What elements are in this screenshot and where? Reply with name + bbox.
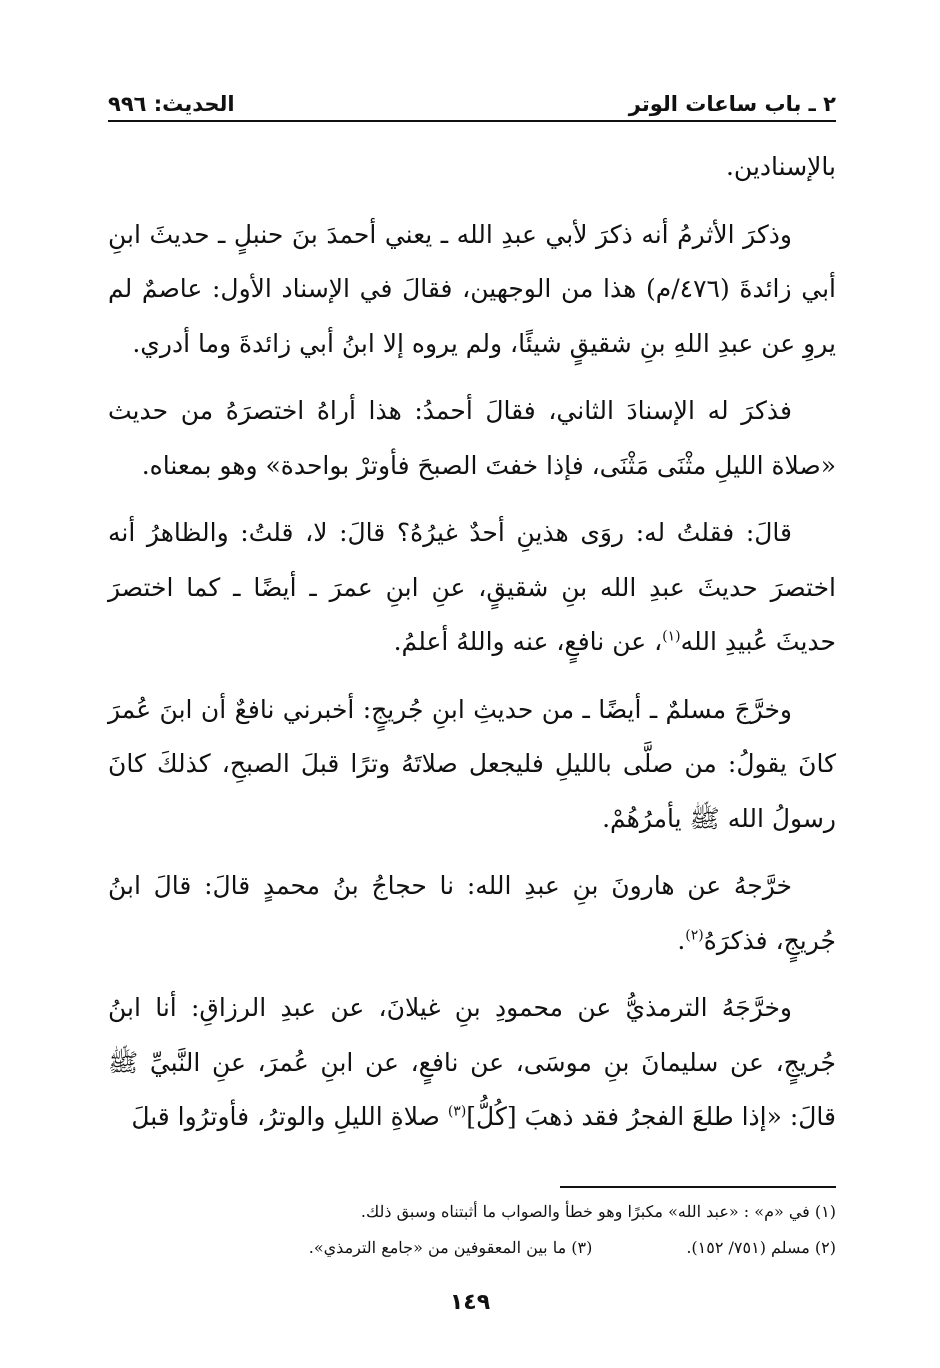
footnote-row-2 [108,1230,836,1266]
footnote-1: (١) في «م» : «عبد الله» مكبرًا وهو خطأ والصواب ما أثبتناه وسبق ذلك. [360,1202,836,1221]
paragraph-4 [108,506,836,670]
footnote-ref-2: (٢) [685,927,704,944]
paragraph-1-text: بالإسنادين. [725,152,836,181]
footnote-2: (٢) مسلم (٧٥١/ ١٥٢). [686,1238,836,1257]
paragraph-7-text-a: وخرَّجَهُ الترمذيُّ عن محمودِ بنِ غيلانَ، عن عبدِ الرزاقِ: أنا ابنُ جُريجٍ، عن سليمانَ بنِ موسَى، عن نافعٍ، عن ابنِ عُمرَ، عنِ النَّبيِّ ﷺ قالَ: «إذا طلعَ الفجرُ فقد ذهبَ [كُلُّ] [108,993,836,1131]
footnote-ref-3: (٣) [447,1103,467,1120]
chapter-title: ٢ ـ باب ساعات الوتر [628,92,836,116]
paragraph-4-text-b: ، عن نافعٍ، عنه واللهُ أعلمُ. [393,627,663,656]
main-text [108,140,836,1145]
footnote-rule [560,1186,836,1188]
running-header [108,78,836,116]
footnote-ref-1: (١) [662,628,681,645]
paragraph-2 [108,208,836,372]
paragraph-5 [108,683,836,847]
paragraph-3 [108,384,836,493]
footnote-row-1 [108,1194,836,1230]
hadith-number: الحديث: ٩٩٦ [108,92,235,116]
footnotes [108,1194,836,1266]
paragraph-4-text-a: قالَ: فقلتُ له: روَى هذينِ أحدٌ غيرُهُ؟ قالَ: لا، قلتُ: والظاهرُ أنه اختصرَ حديثَ عبدِ الله بنِ شقيقٍ، عنِ ابنِ عمرَ ـ أيضًا ـ كما اختصرَ حديثَ عُبيدِ الله [108,518,836,656]
page-number: ١٤٩ [449,1290,491,1315]
paragraph-2-text: وذكرَ الأثرمُ أنه ذكرَ لأبي عبدِ الله ـ يعني أحمدَ بنَ حنبلٍ ـ حديثَ ابنِ أبي زائدةَ (٤٧٦/م) هذا من الوجهين، فقالَ في الإسناد الأول: عاصمٌ لم يروِ عن عبدِ اللهِ بنِ شقيقٍ شيئًا، ولم يروه إلا ابنُ أبي زائدةَ وما أدري. [108,219,836,358]
paragraph-1 [108,140,836,195]
paragraph-6-text-a: خرَّجهُ عن هارونَ بنِ عبدِ الله: نا حجاجُ بنُ محمدٍ قالَ: قالَ ابنُ جُريجٍ، فذكرَهُ [108,871,836,955]
paragraph-7-text-b: صلاةِ الليلِ والوترُ، فأوترُوا قبلَ [131,1102,448,1131]
paragraph-3-text: فذكرَ له الإسنادَ الثاني، فقالَ أحمدُ: هذا أراهُ اختصرَهُ من حديث «صلاة الليلِ مثْنَى مَثْنَى، فإذا خفتَ الصبحَ فأوترْ بواحدة» وهو بمعناه. [108,396,836,480]
paragraph-7 [108,981,836,1145]
header-rule [108,120,836,122]
paragraph-6-text-b: . [677,925,686,955]
footnote-3: (٣) ما بين المعقوفين من «جامع الترمذي». [308,1238,593,1257]
paragraph-6 [108,859,836,968]
paragraph-5-text: وخرَّجَ مسلمٌ ـ أيضًا ـ من حديثِ ابنِ جُريجٍ: أخبرني نافعٌ أن ابنَ عُمرَ كانَ يقولُ: من صلَّى بالليلِ فليجعل صلاتَهُ وترًا قبلَ الصبحِ، كذلكَ كانَ رسولُ الله ﷺ يأمرُهُمْ. [108,694,836,833]
